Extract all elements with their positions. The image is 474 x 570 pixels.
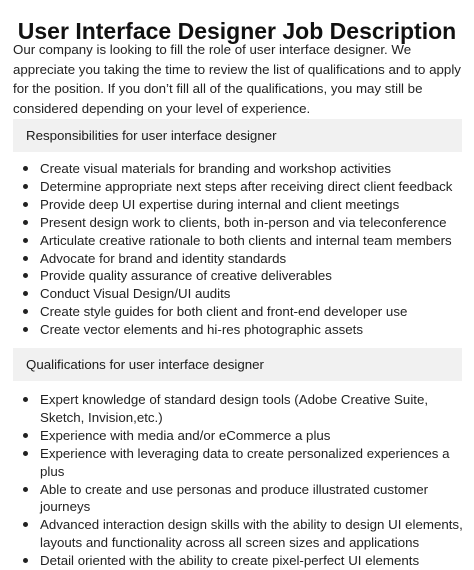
list-item-text: Advocate for brand and identity standards — [40, 250, 287, 266]
bullet-icon — [23, 238, 28, 243]
bullet-icon — [23, 309, 28, 314]
bullet-icon — [23, 487, 28, 492]
list-item — [13, 196, 465, 214]
bullet-icon — [23, 256, 28, 261]
responsibilities-heading: Responsibilities for user interface designer — [13, 119, 462, 152]
list-item-text: Conduct Visual Design/UI audits — [40, 286, 231, 302]
list-item-text: Provide quality assurance of creative deliverables — [40, 268, 332, 284]
bullet-icon — [23, 397, 28, 402]
intro-paragraph: Our company is looking to fill the role of user interface designer. We appreciate you taking the time to review the list of qualifications and to apply for the position. If you don’t fill all of the qualifications, you may still be considered depending on your level of experience. — [13, 42, 461, 116]
list-item — [13, 427, 465, 445]
list-item — [13, 391, 465, 427]
list-item — [13, 303, 465, 321]
list-item-text: Provide deep UI expertise during internal and client meetings — [40, 196, 400, 212]
list-item — [13, 267, 465, 285]
list-item — [13, 160, 465, 178]
list-item-text: Articulate creative rationale to both clients and internal team members — [40, 232, 452, 248]
list-item — [13, 552, 465, 570]
bullet-icon — [23, 166, 28, 171]
list-item-text: Able to create and use personas and produce illustrated customer journeys — [40, 481, 429, 515]
list-item — [13, 445, 465, 481]
list-item — [13, 232, 465, 250]
list-item — [13, 481, 465, 517]
list-item-text: Experience with leveraging data to create personalized experiences a plus — [40, 445, 450, 479]
list-item — [13, 250, 465, 268]
list-item — [13, 516, 465, 552]
list-item — [13, 285, 465, 303]
list-item-text: Create style guides for both client and front-end developer use — [40, 304, 408, 320]
bullet-icon — [23, 433, 28, 438]
qualifications-heading: Qualifications for user interface designer — [13, 348, 462, 381]
list-item-text: Detail oriented with the ability to create pixel-perfect UI elements — [40, 553, 420, 569]
bullet-icon — [23, 451, 28, 456]
list-item-text: Advanced interaction design skills with the ability to design UI elements, layouts and functionality across all screen sizes and applications — [40, 517, 463, 551]
list-item-text: Experience with media and/or eCommerce a plus — [40, 427, 331, 443]
bullet-icon — [23, 291, 28, 296]
qualifications-list — [13, 391, 465, 570]
list-item-text: Determine appropriate next steps after receiving direct client feedback — [40, 178, 453, 194]
bullet-icon — [23, 220, 28, 225]
responsibilities-list — [13, 160, 465, 339]
bullet-icon — [23, 522, 28, 527]
bullet-icon — [23, 558, 28, 563]
bullet-icon — [23, 184, 28, 189]
bullet-icon — [23, 273, 28, 278]
list-item-text: Create vector elements and hi-res photographic assets — [40, 322, 363, 338]
list-item — [13, 321, 465, 339]
list-item — [13, 214, 465, 232]
list-item-text: Present design work to clients, both in-person and via teleconference — [40, 214, 447, 230]
bullet-icon — [23, 327, 28, 332]
list-item-text: Create visual materials for branding and workshop activities — [40, 161, 392, 176]
list-item-text: Expert knowledge of standard design tools (Adobe Creative Suite, Sketch, Invision,etc.) — [40, 392, 429, 425]
list-item — [13, 178, 465, 196]
page-title: User Interface Designer Job Description — [17, 18, 457, 45]
bullet-icon — [23, 202, 28, 207]
